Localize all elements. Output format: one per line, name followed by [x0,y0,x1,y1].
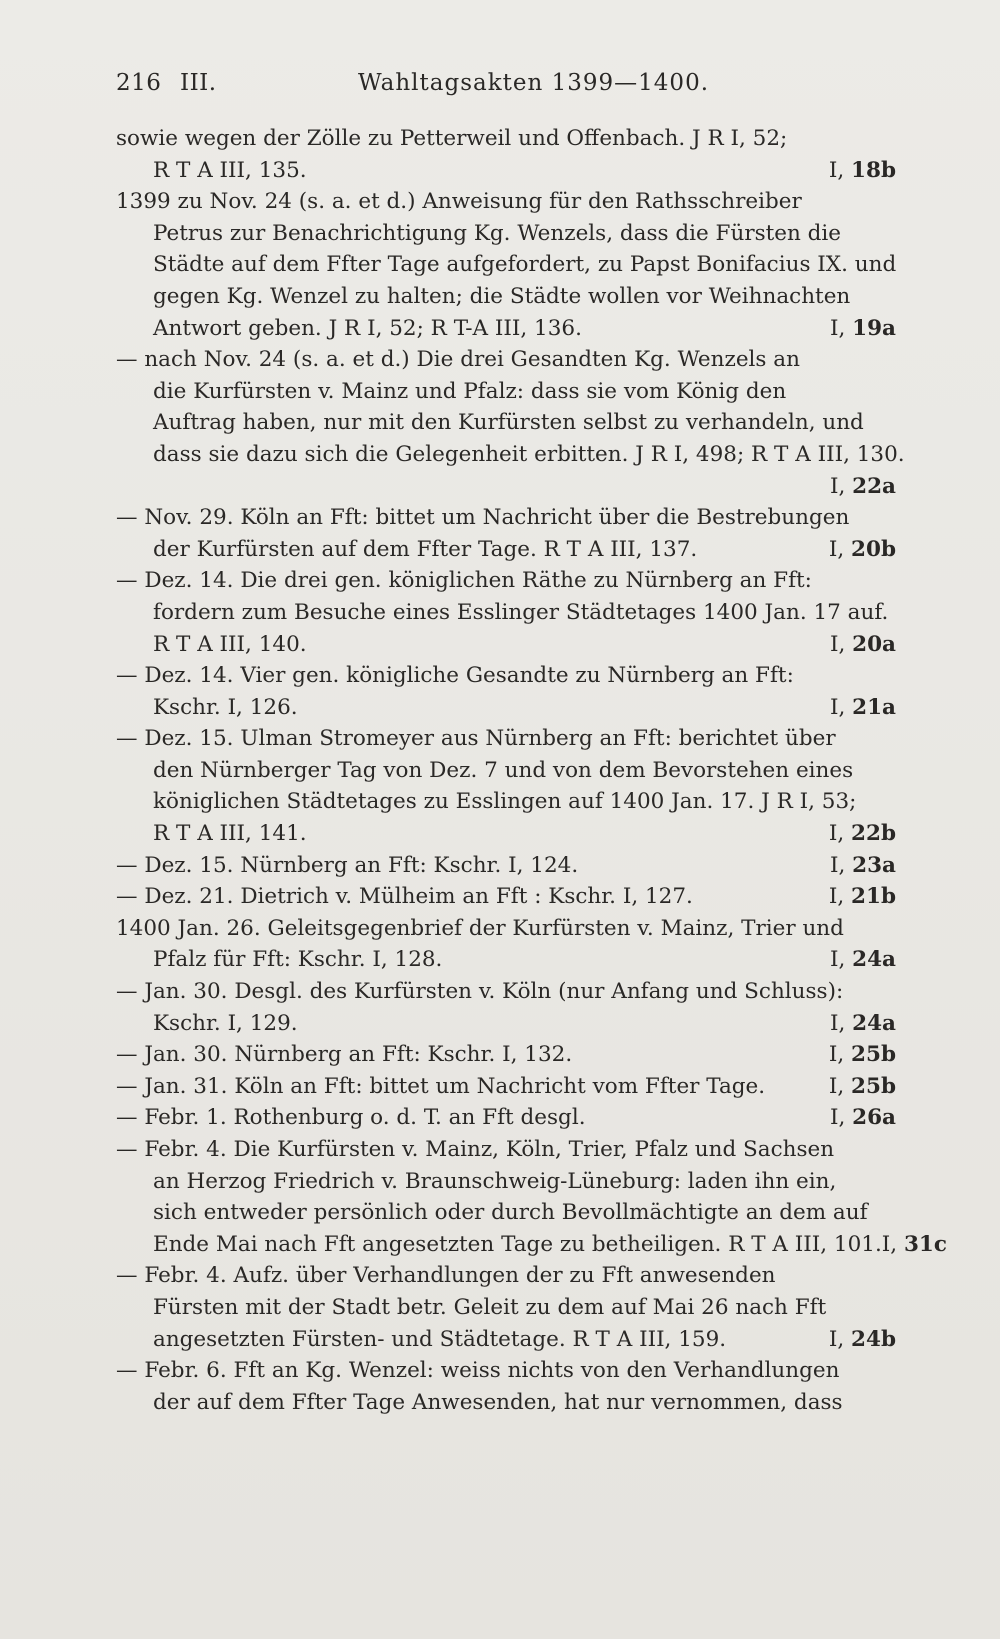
entry [116,881,896,913]
entry [116,344,905,502]
reference-volume: I, [829,315,853,341]
entry-line [116,944,896,976]
entry [116,1134,947,1260]
reference-folio: 26a [852,1105,896,1131]
reference-folio: 31c [903,1231,947,1257]
entry-text: — Febr. 1. Rothenburg o. d. T. an Fft desgl. [116,1105,586,1131]
entry-text: sich entweder persönlich oder durch Bevollmächtigte an dem auf [153,1200,868,1226]
entry-line [116,155,896,187]
reference-volume: I, [829,694,853,720]
entry-text: — Febr. 4. Aufz. über Verhandlungen der zu Fft anwesenden [116,1263,776,1289]
entry [116,913,896,976]
entry [116,123,896,186]
archive-reference [829,1324,896,1356]
reference-folio: 24a [852,1010,896,1036]
archive-reference [830,471,896,503]
reference-volume: I, [828,821,852,847]
reference-volume: I, [829,631,853,657]
entry [116,1355,896,1418]
entry-text: — Dez. 15. Ulman Stromeyer aus Nürnberg an Fft: berichtet über [116,726,836,752]
entry-text: — nach Nov. 24 (s. a. et d.) Die drei Gesandten Kg. Wenzels an [116,347,800,373]
entry-line [116,786,896,818]
entry-line [116,1008,896,1040]
archive-reference [882,1229,947,1261]
entry-text: Pfalz für Fft: Kschr. I, 128. [153,947,443,973]
reference-volume: I, [829,1105,853,1131]
entry-line [116,818,896,850]
entry-line [116,502,896,534]
entry-text: Antwort geben. J R I, 52; R T-A III, 136. [153,315,582,341]
entry-text: — Nov. 29. Köln an Fft: bittet um Nachricht über die Bestrebungen [116,505,850,531]
entry-line [116,692,896,724]
reference-volume: I, [829,947,853,973]
reference-volume: I, [829,852,853,878]
entry-line [116,850,896,882]
entry-line [116,407,896,439]
reference-volume: I, [829,1010,853,1036]
entry [116,186,896,344]
entry-line [116,123,896,155]
reference-volume: I, [829,473,853,499]
entry-line [116,1292,896,1324]
entry-text: der Kurfürsten auf dem Ffter Tage. R T A III, 137. [153,536,698,562]
entry-text: Kschr. I, 126. [153,694,298,720]
entry [116,1039,896,1071]
entry-text: — Dez. 14. Die drei gen. königlichen Räthe zu Nürnberg an Fft: [116,568,812,594]
entry [116,660,896,723]
entry [116,850,896,882]
entry-text: 1400 Jan. 26. Geleitsgegenbrief der Kurfürsten v. Mainz, Trier und [116,915,844,941]
entry-text: — Jan. 30. Desgl. des Kurfürsten v. Köln (nur Anfang und Schluss): [116,979,844,1005]
reference-folio: 22b [851,821,896,847]
reference-folio: 20b [851,536,896,562]
entry-line [116,660,896,692]
entry-line [116,471,896,503]
entry-line [116,597,896,629]
entry-text: — Dez. 21. Dietrich v. Mülheim an Fft : Kschr. I, 127. [116,884,693,910]
entry [116,565,896,660]
entry-line [116,629,896,661]
reference-folio: 21a [852,694,896,720]
entry [116,502,896,565]
archive-reference [829,1039,896,1071]
entry-text: Ende Mai nach Fft angesetzten Tage zu betheiligen. R T A III, 101. [153,1231,882,1257]
entry-text: R T A III, 135. [153,157,307,183]
entry-text: Städte auf dem Ffter Tage aufgefordert, zu Papst Bonifacius IX. und [153,252,897,278]
entry-text: die Kurfürsten v. Mainz und Pfalz: dass sie vom König den [153,378,787,404]
entry-text: gegen Kg. Wenzel zu halten; die Städte wollen vor Weihnachten [153,283,851,309]
entry-line [116,186,896,218]
entry-text: Auftrag haben, nur mit den Kurfürsten selbst zu verhandeln, und [153,410,864,436]
entry-text: — Dez. 14. Vier gen. königliche Gesandte zu Nürnberg an Fft: [116,663,794,689]
reference-folio: 24b [851,1326,896,1352]
entry-text: — Febr. 6. Fft an Kg. Wenzel: weiss nichts von den Verhandlungen [116,1358,840,1384]
entry-line [116,439,905,471]
entry-line [116,976,896,1008]
entry-line [116,1039,896,1071]
entry-line [116,1387,896,1419]
entry-line [116,1166,896,1198]
reference-folio: 25b [851,1073,896,1099]
entry-line [116,1355,896,1387]
reference-volume: I, [881,1231,904,1257]
entry-line [116,376,896,408]
reference-folio: 23a [852,852,896,878]
entry-text: — Febr. 4. Die Kurfürsten v. Mainz, Köln, Trier, Pfalz und Sachsen [116,1137,835,1162]
entry-text: an Herzog Friedrich v. Braunschweig-Lüneburg: laden ihn ein, [153,1168,837,1194]
entry-line [116,1134,896,1166]
entry-text: den Nürnberger Tag von Dez. 7 und von dem Bevorstehen eines [153,757,854,783]
entry-text: — Jan. 30. Nürnberg an Fft: Kschr. I, 132. [116,1042,573,1068]
reference-volume: I, [828,1073,852,1099]
entry-text: dass sie dazu sich die Gelegenheit erbitten. J R I, 498; R T A III, 130. [153,441,905,467]
reference-volume: I, [828,1326,852,1352]
archive-reference [830,1102,896,1134]
entry [116,1260,896,1355]
entry-line [116,249,896,281]
reference-folio: 20a [852,631,896,657]
archive-reference [830,629,896,661]
entry-line [116,1260,896,1292]
entry-line [116,565,896,597]
entry [116,1102,896,1134]
reference-folio: 25b [851,1042,896,1068]
archive-reference [830,313,896,345]
entry-line [116,534,896,566]
reference-volume: I, [828,157,852,183]
archive-reference [830,944,896,976]
entry-text: — Jan. 31. Köln an Fft: bittet um Nachricht vom Ffter Tage. [116,1073,766,1099]
entry-line [116,1229,947,1261]
page-number: 216 [116,70,162,96]
reference-volume: I, [828,1042,852,1068]
reference-folio: 24a [852,947,896,973]
archive-reference [830,692,896,724]
entry-text: R T A III, 140. [153,631,307,657]
entry-text: Petrus zur Benachrichtigung Kg. Wenzels, dass die Fürsten die [153,220,842,246]
running-title: Wahltagsakten 1399—1400. [358,70,710,96]
entry-text: fordern zum Besuche eines Esslinger Städtetages 1400 Jan. 17 auf. [153,599,889,625]
reference-volume: I, [828,884,852,910]
entry [116,723,896,849]
entry-line [116,218,896,250]
reference-folio: 18b [851,157,896,183]
archive-reference [829,881,896,913]
entry-line [116,913,896,945]
entry-text: Fürsten mit der Stadt betr. Geleit zu dem auf Mai 26 nach Fft [153,1294,827,1320]
entry-text: — Dez. 15. Nürnberg an Fft: Kschr. I, 124. [116,852,579,878]
entry-text: königlichen Städtetages zu Esslingen auf 1400 Jan. 17. J R I, 53; [153,789,857,815]
entry-line [116,723,896,755]
entry-text: Kschr. I, 129. [153,1010,298,1036]
entry-line [116,1102,896,1134]
reference-folio: 22a [852,473,896,499]
entry [116,976,896,1039]
entry-text: R T A III, 141. [153,821,307,847]
entry-line [116,881,896,913]
entry-line [116,755,896,787]
entry-line [116,344,896,376]
reference-volume: I, [828,536,852,562]
entry-line [116,1324,896,1356]
entry-line [116,1197,896,1229]
entries-list [116,123,947,1418]
reference-folio: 21b [851,884,896,910]
reference-folio: 19a [852,315,896,341]
entry-line [116,281,896,313]
entry [116,1071,896,1103]
entry-line [116,313,896,345]
archive-reference [829,534,896,566]
entry-text: angesetzten Fürsten- und Städtetage. R T A III, 159. [153,1326,727,1352]
section-number: III. [180,70,217,96]
entry-text: der auf dem Ffter Tage Anwesenden, hat nur vernommen, dass [153,1389,843,1415]
entry-text: 1399 zu Nov. 24 (s. a. et d.) Anweisung für den Rathsschreiber [116,189,802,215]
archive-reference [830,1008,896,1040]
archive-reference [830,850,896,882]
entry-line [116,1071,896,1103]
archive-reference [829,818,896,850]
entry-text: sowie wegen der Zölle zu Petterweil und Offenbach. J R I, 52; [116,126,788,151]
archive-reference [829,1071,896,1103]
archive-reference [829,155,896,187]
